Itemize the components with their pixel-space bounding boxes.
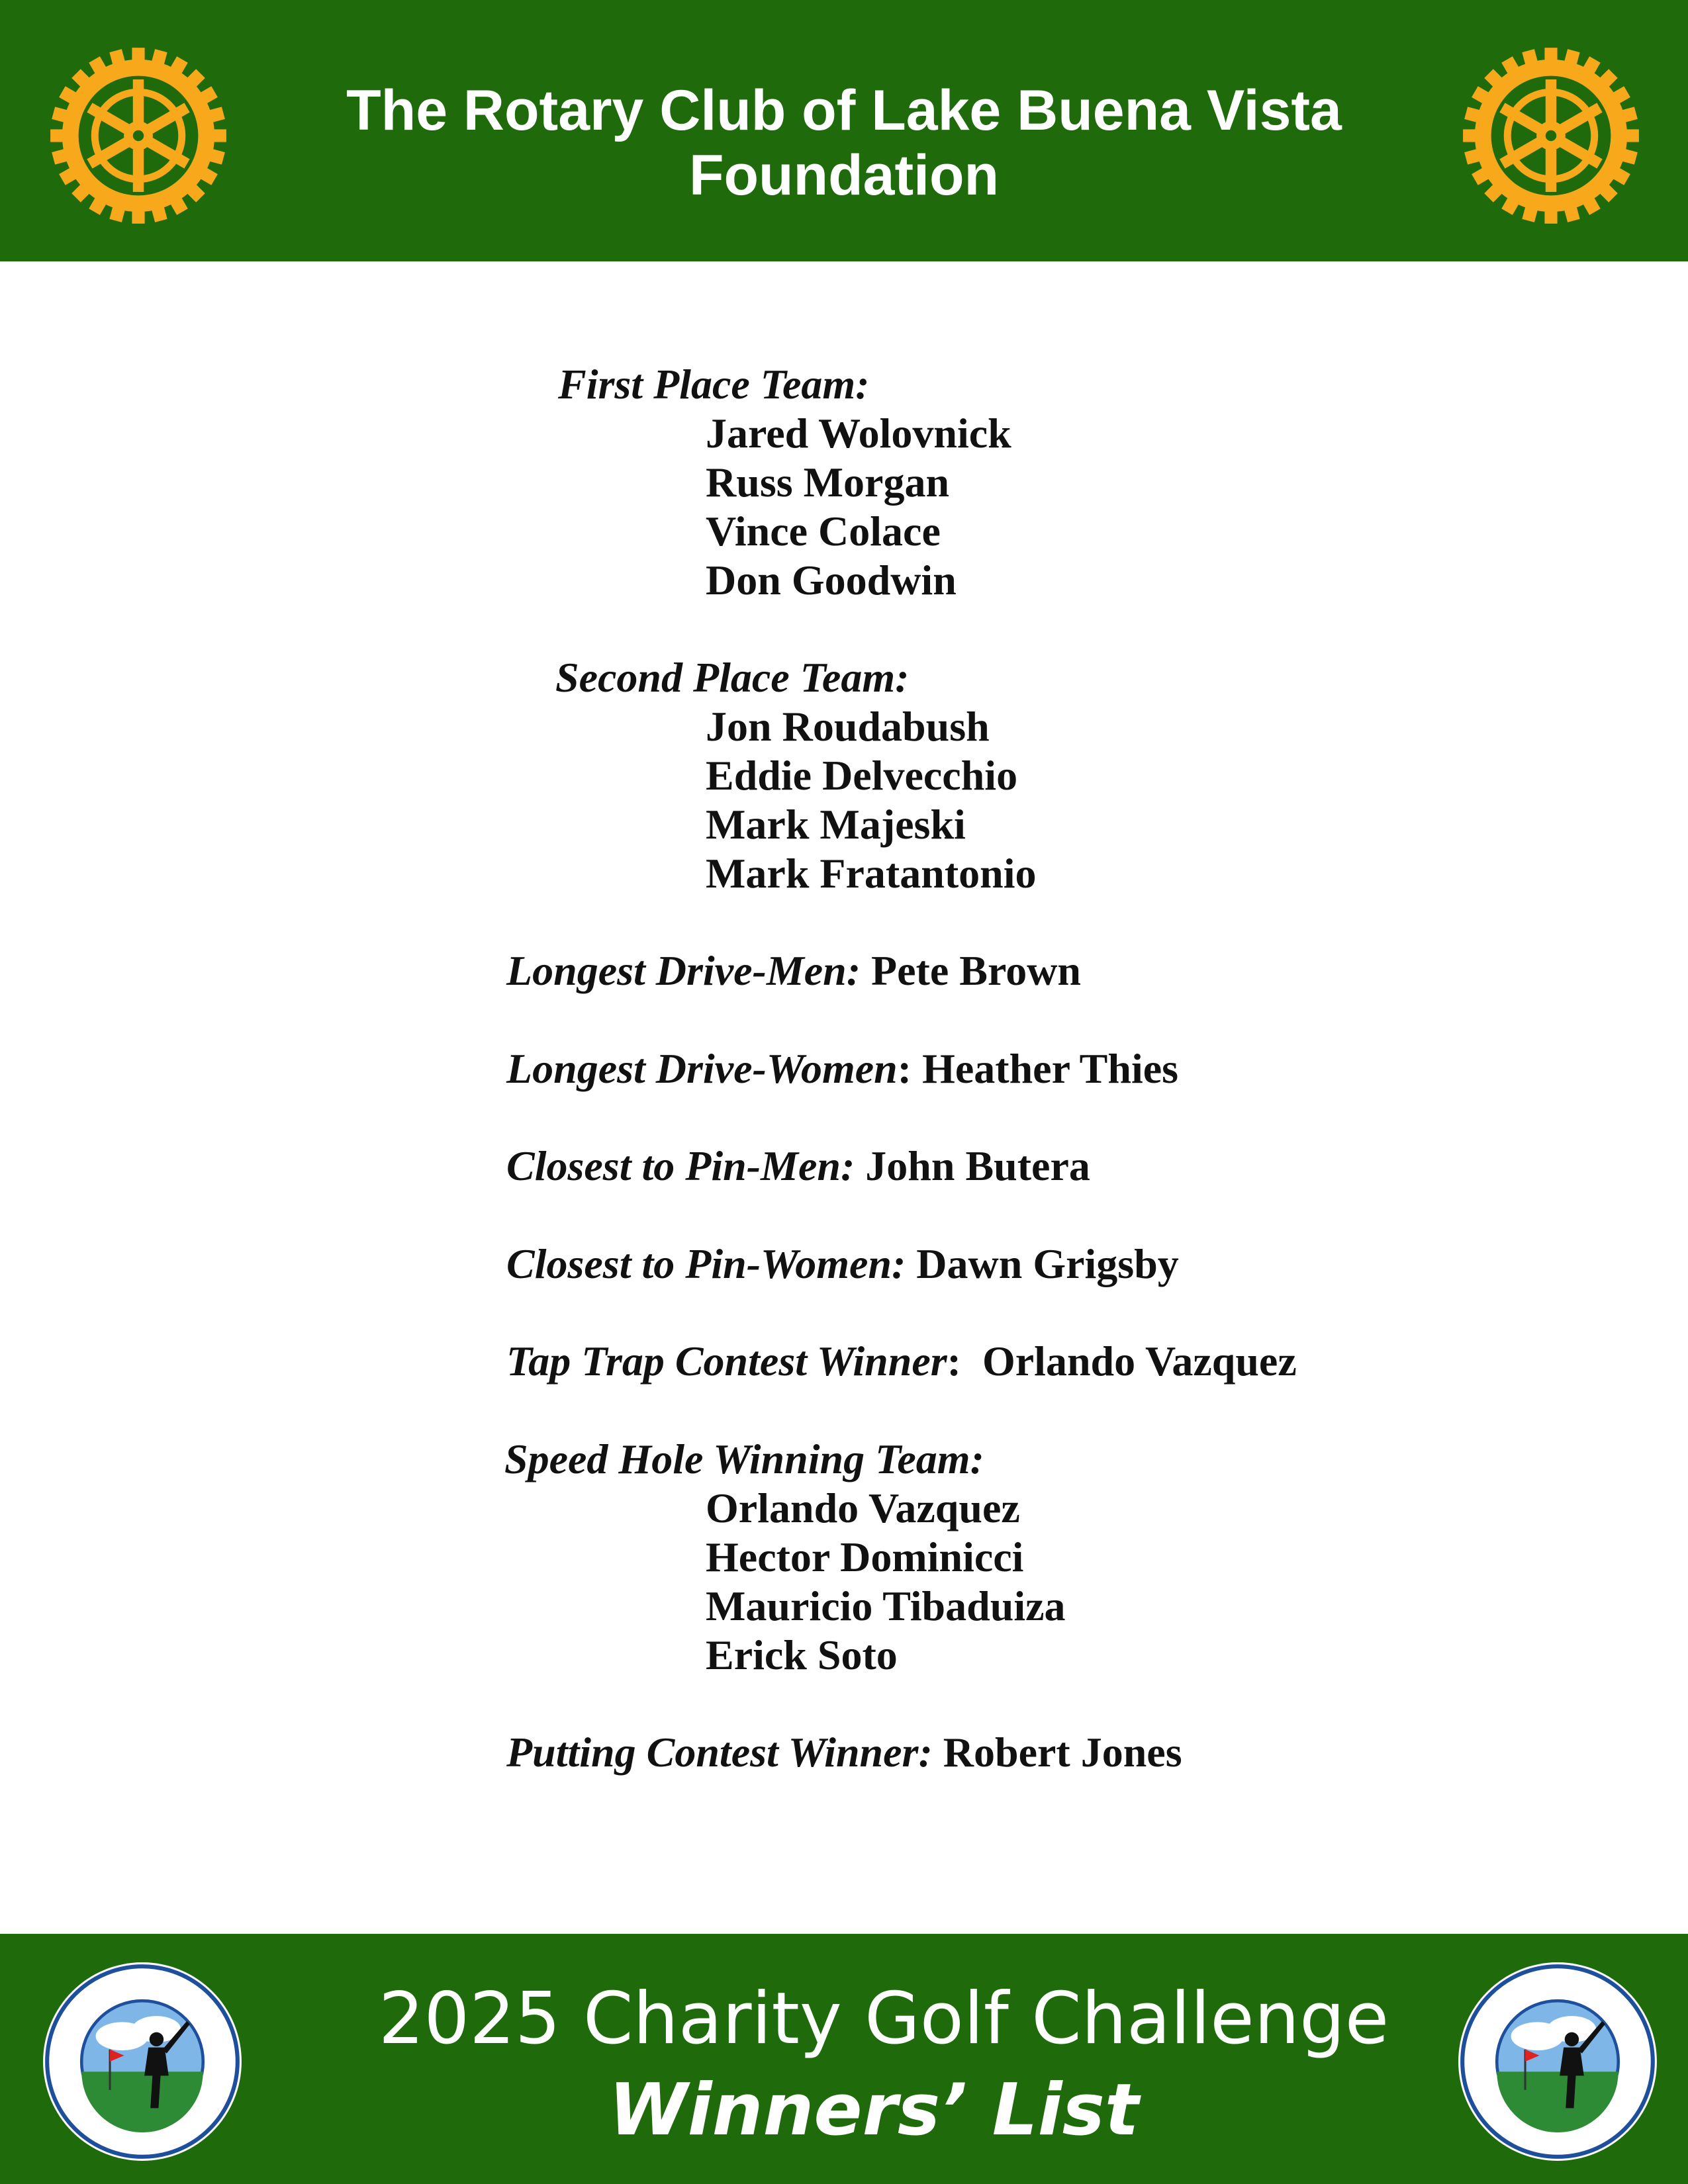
longest-drive-men-row — [506, 946, 1081, 995]
team-member: Vince Colace — [706, 508, 941, 555]
first-place-members — [706, 409, 1011, 605]
footer-subtitle: Winners’ List — [608, 2069, 1139, 2152]
category-label: Longest Drive-Women — [506, 1045, 898, 1092]
footer-event-title: 2025 Charity Golf Challenge — [378, 1978, 1389, 2060]
category-label: Putting Contest Winner: — [506, 1729, 933, 1776]
second-place-label: Second Place Team: — [555, 654, 910, 701]
team-member: Jon Roudabush — [706, 703, 990, 750]
team-member: Eddie Delvecchio — [706, 752, 1018, 799]
winner-name: Dawn Grigsby — [916, 1240, 1179, 1287]
team-member: Hector Dominicci — [706, 1533, 1024, 1580]
team-member: Orlando Vazquez — [706, 1484, 1020, 1531]
winner-name: Pete Brown — [871, 947, 1081, 994]
winner-name: Orlando Vazquez — [982, 1338, 1297, 1385]
team-member: Erick Soto — [706, 1631, 898, 1678]
putting-contest-row — [506, 1728, 1182, 1777]
speed-hole-label: Speed Hole Winning Team: — [504, 1435, 984, 1482]
header-title-line-2: Foundation — [688, 144, 1000, 207]
winner-name: John Butera — [865, 1142, 1090, 1189]
team-member: Jared Wolovnick — [706, 410, 1011, 457]
team-member: Mauricio Tibaduiza — [706, 1582, 1066, 1629]
tap-trap-row: Tap Trap Contest Winner: Orlando Vazquez — [506, 1338, 1297, 1385]
longest-drive-women-row: Longest Drive-Women: Heather Thies — [506, 1045, 1179, 1092]
category-label: Closest to Pin-Women: — [506, 1240, 906, 1287]
category-label: Tap Trap Contest Winner — [506, 1338, 947, 1385]
second-place-members — [706, 702, 1037, 898]
header-title-line-1: The Rotary Club of Lake Buena Vista — [346, 79, 1342, 142]
closest-pin-women-row — [506, 1240, 1179, 1289]
team-member: Mark Majeski — [706, 801, 966, 848]
category-label: Longest Drive-Men: — [506, 947, 861, 994]
closest-pin-men-row — [506, 1142, 1090, 1191]
speed-hole-members — [706, 1484, 1066, 1680]
winner-name: Robert Jones — [943, 1729, 1182, 1776]
team-member: Don Goodwin — [706, 557, 957, 604]
team-member: Russ Morgan — [706, 459, 950, 506]
team-member: Mark Fratantonio — [706, 850, 1037, 897]
category-label: Closest to Pin-Men: — [506, 1142, 855, 1189]
winner-name: Heather Thies — [922, 1045, 1179, 1092]
first-place-label: First Place Team: — [558, 361, 870, 408]
